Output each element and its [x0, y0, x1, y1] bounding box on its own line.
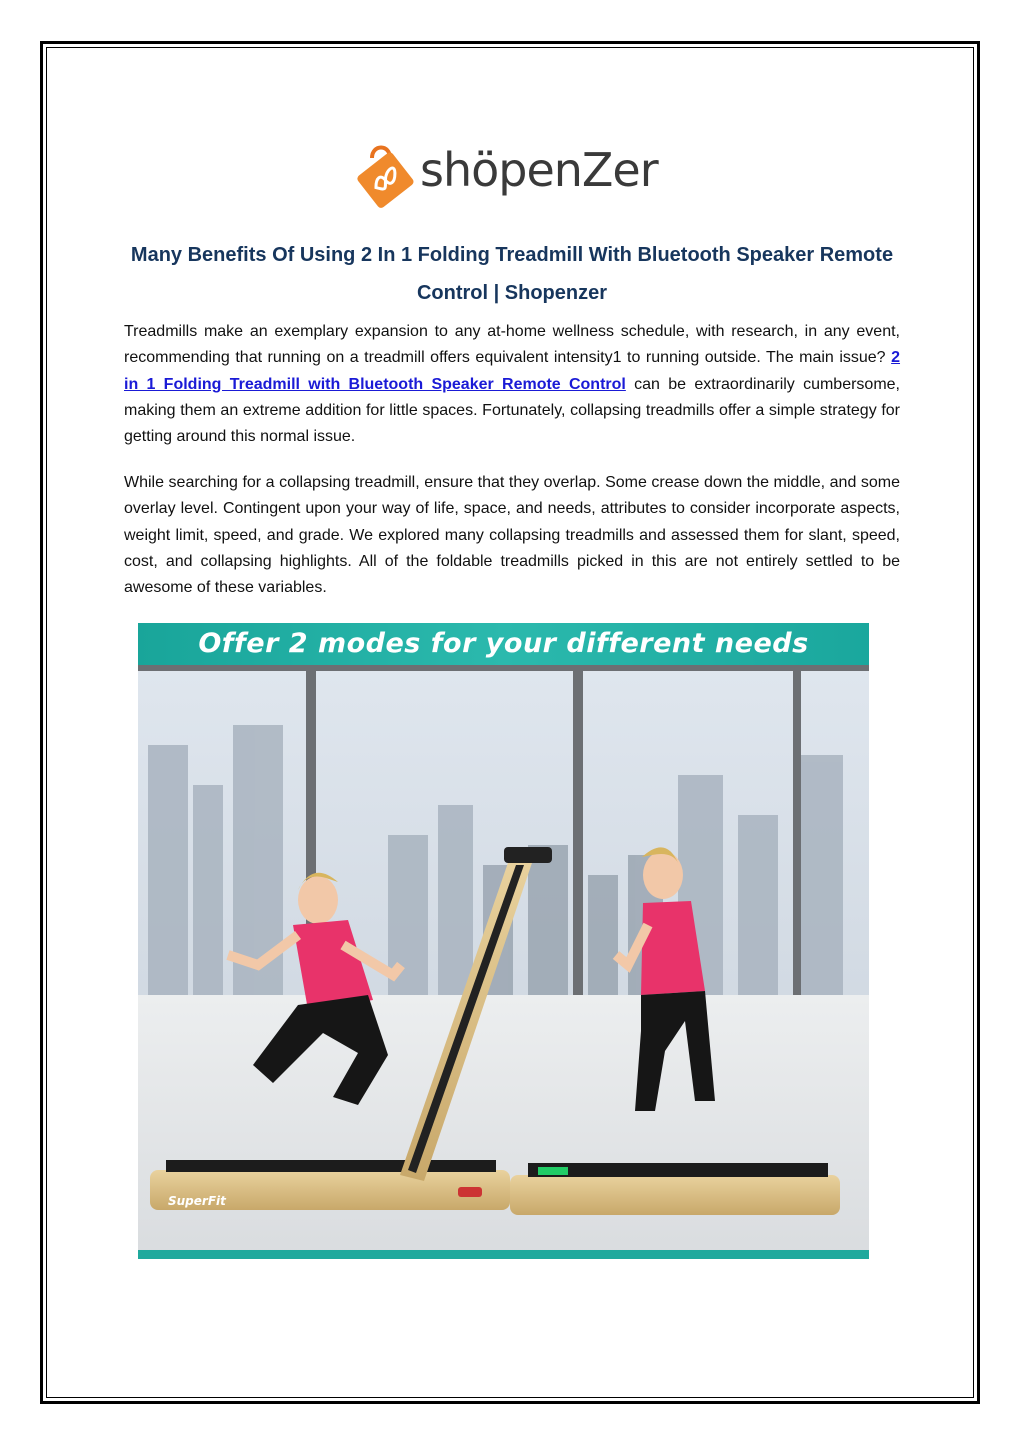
- product-link[interactable]: 2 in 1 Folding Treadmill with Bluetooth Speaker Remote Control: [124, 349, 901, 393]
- article-title: Many Benefits Of Using 2 In 1 Folding Treadmill With Bluetooth Speaker Remote Control | Shopenzer: [130, 244, 894, 304]
- brand-wordmark: shöpenZer: [420, 143, 658, 197]
- treadmill-photo: [138, 665, 869, 1259]
- product-hero-image: [138, 623, 869, 1259]
- body-paragraph: While searching for a collapsing treadmill, ensure that they overlap. Some crease down the middle, and some overlay level. Contingent upon your way of life, space, and needs, attributes to consider incorporate aspects, weight limit, speed, and grade. We explored many collapsing treadmills and assessed them for slant, speed, cost, and collapsing highlights. All of the foldable treadmills picked in this are not entirely settled to be awesome of these variables.: [124, 474, 900, 597]
- hero-banner: Offer 2 modes for your different needs: [138, 623, 869, 665]
- intro-text-end: can be extraordinarily cumbersome, making them an extreme addition for little spaces. Fortunately, collapsing treadmills offer a simple strategy for getting around this normal issue.: [124, 375, 901, 446]
- intro-text-start: Treadmills make an exemplary expansion to any at-home wellness schedule, with research, in any event, recommending that running on a treadmill offers equivalent intensity1 to running outside. The main issue?: [124, 323, 900, 367]
- shopping-bag-icon: [350, 136, 420, 208]
- shopenzer-logo: [350, 136, 692, 208]
- product-brand-label: SuperFit: [168, 1194, 226, 1208]
- intro-paragraph: [124, 319, 900, 450]
